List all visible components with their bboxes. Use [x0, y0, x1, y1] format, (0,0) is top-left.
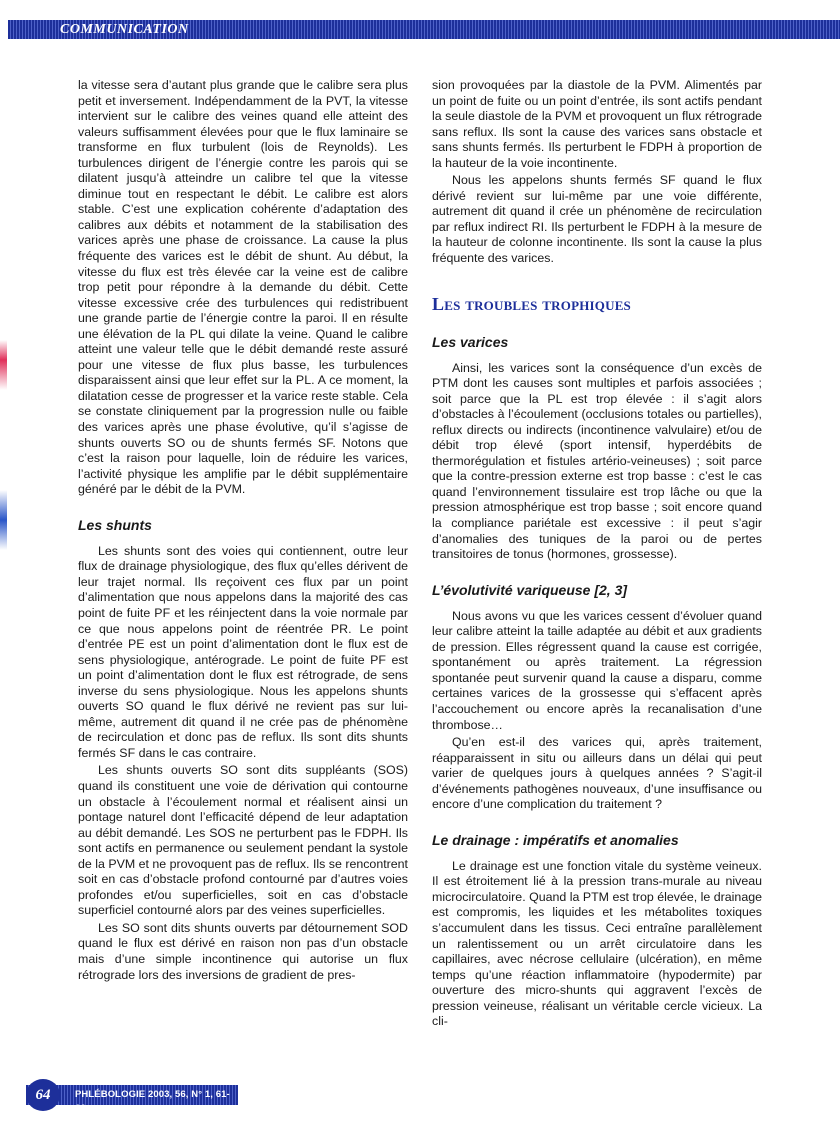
header-banner — [8, 20, 840, 39]
subheading-varices: Les varices — [432, 333, 509, 350]
section-label: COMMUNICATION — [60, 22, 189, 37]
page-number: 64 — [35, 1086, 51, 1103]
right-column — [432, 78, 762, 1030]
paragraph: Les shunts sont des voies qui contiennent, outre leur flux de drainage physiologique, des flux qu’elles dérivent de leur trajet normal. Ils reçoivent ces flux par un point d’alimentation que nous appelons dans la majorité des cas point de fuite PF et les réinjectent dans la voie normale par ce que nous appelons point de réentrée PR. Le point d’entrée PE est un point d’alimentation dont le flux est de sens physiologique, antérograde. Le point de fuite PF est un point d’alimentation dont le flux est rétrograde, de sens inverse du sens physiologique. Nous les appelons shunts ouverts SO quand le flux dérivé ne revient pas sur lui-même, autrement dit quand il ne crée pas de phénomène de recirculation et donc pas de reflux. Ils sont dits shunts fermés SF dans le cas contraire. — [78, 543, 408, 760]
paragraph: Nous les appelons shunts fermés SF quand le flux dérivé revient sur lui-même par une voie différente, autrement dit quand il crée un phénomène de recirculation par reflux indirect RI. Ils perturbent le FDPH à la mesure de la hauteur de colonne incontinente. Ils sont la cause la plus fréquente des varices. — [432, 173, 762, 266]
page-number-badge — [26, 1079, 60, 1111]
subheading-shunts: Les shunts — [78, 516, 152, 533]
paragraph: Ainsi, les varices sont la conséquence d’un excès de PTM dont les causes sont multiples et parfois associées ; soit parce que la PL est trop élevée : il s’agit alors d’obstacles à l’écoulement (occlusions totales ou partielles), reflux directs ou indirects (incontinence valvulaire) et/ou de débit trop élevé (sport intensif, hyperdébits de thermorégulation et fistules artério-veineuses) ; soit parce que la contre-pression externe est trop basse : c’est le cas quand l’environnement tissulaire est trop lâche ou que la pression atmosphérique est trop basse ; soit encore quand la compliance pariétale est excessive : il peut s’agir d’anomalies des tuniques de la paroi ou de pertes transitoires de tonus (hormones, grossesse). — [432, 360, 762, 562]
paragraph: Les shunts ouverts SO sont dits suppléants (SOS) quand ils constituent une voie de dérivation qui contourne un obstacle à l’écoulement normal et réalisent ainsi un pontage naturel dont l’efficacité dépend de leur adaptation au débit demandé. Les SOS ne perturbent pas le FDPH. Ils sont actifs en permanence ou seulement pendant la systole de la PVM et ne provoquent pas de reflux. Ils se rencontrent soit en cas d’obstacle profond contourné par d’autres voies profondes et/ou superficielles, soit en cas d’obstacle superficiel contourné alors par des veines superficielles. — [78, 763, 408, 918]
paragraph: Nous avons vu que les varices cessent d’évoluer quand leur calibre atteint la taille adaptée au débit et aux gradients de pression. Elles régressent quand la cause est corrigée, spontanément ou après traitement. La régression spontanée peut survenir quand la cause a disparu, comme certaines varices de la grossesse qui s’effacent après l’accouchement ou encore après la recanalisation d’une thrombose… — [432, 608, 762, 732]
paragraph: la vitesse sera d’autant plus grande que le calibre sera plus petit et inversement. Indépendamment de la PVT, la vitesse intervient sur le calibre des veines quand elle atteint des valeurs suffisamment élevées pour que le flux laminaire se transforme en flux turbulent (lois de Reynolds). Les turbulences dirigent de l’énergie contre les parois qui se dilatent jusqu’à atteindre un calibre tel que la vitesse diminue tout en respectant le débit. Le calibre est alors stable. C’est une explication cohérente d’adaptation des calibres aux débits et notamment de la stabilisation des varices après une phase de croissance. La cause la plus fréquente des varices est le débit de shunt. Au début, la vitesse du flux est très élevée car la veine est de calibre trop petit pour répondre à la demande du débit. Cette vitesse excessive crée des turbulences qui redistribuent une grande partie de l’énergie contre la paroi. Il en résulte une élévation de la PL qui dilate la veine. Quand le calibre atteint une valeur telle que le débit demandé reste assuré pour une vitesse de flux plus basse, les turbulences disparaissent ainsi que leur effet sur la PL. A ce moment, la dilatation cesse de progresser et la varice reste stable. Cela se constate cliniquement par la progression nulle ou faible des varices après une phase évolutive, qu’il s’agisse de shunts ouverts SO ou de shunts fermés SF. Notons que c’est la raison pour laquelle, loin de réduire les varices, l’activité physique les amplifie par le débit supplémentaire généré par le débit de la PVM. — [78, 78, 408, 497]
paragraph: Qu’en est-il des varices qui, après traitement, réapparaissent in situ ou ailleurs dans un délai qui peut varier de quelques jours à quelques années ? S’agit-il d’événements pathogènes nouveaux, d’une insuffisance ou encore d’une complication du traitement ? — [432, 735, 762, 812]
left-margin-mark-blue — [0, 490, 7, 550]
journal-reference: PHLÉBOLOGIE 2003, 56, N° 1, 61-66 — [75, 1089, 230, 1114]
paragraph: Les SO sont dits shunts ouverts par détournement SOD quand le flux est dérivé en raison non pas d’un obstacle mais d’une simple incontinence qui autorise un flux rétrograde lors des inversions de gradient de pres- — [78, 920, 408, 982]
section-title: Les troubles trophiques — [432, 293, 631, 314]
subheading-drainage: Le drainage : impératifs et anomalies — [432, 831, 679, 848]
left-column — [78, 78, 408, 983]
paragraph: Le drainage est une fonction vitale du système veineux. Il est étroitement lié à la pression trans-murale au niveau microcirculatoire. Quand la PTM est trop élevée, le drainage est compromis, les liquides et les métabolites toxiques s’accumulent dans les tissus. Ceci entraîne parallèlement un ralentissement ou un arrêt circulatoire dans les capillaires, avec nécrose cellulaire (ulcération), en même temps qu’une réaction inflammatoire (hypodermite) par ouverture des micro-shunts qui aggravent l’excès de pression veineuse, réalisant un véritable cercle vicieux. La cli- — [432, 858, 762, 1029]
subheading-evolutivite: L’évolutivité variqueuse [2, 3] — [432, 581, 628, 598]
paragraph: sion provoquées par la diastole de la PVM. Alimentés par un point de fuite ou un point d’entrée, ils sont actifs pendant la seule diastole de la PVM et provoquent un flux rétrograde sans reflux. Ils sont la cause des varices sans obstacle et sans shunts fermés. Ils perturbent le FDPH à proportion de la hauteur de la voie incontinente. — [432, 78, 762, 170]
left-margin-mark-red — [0, 340, 7, 390]
